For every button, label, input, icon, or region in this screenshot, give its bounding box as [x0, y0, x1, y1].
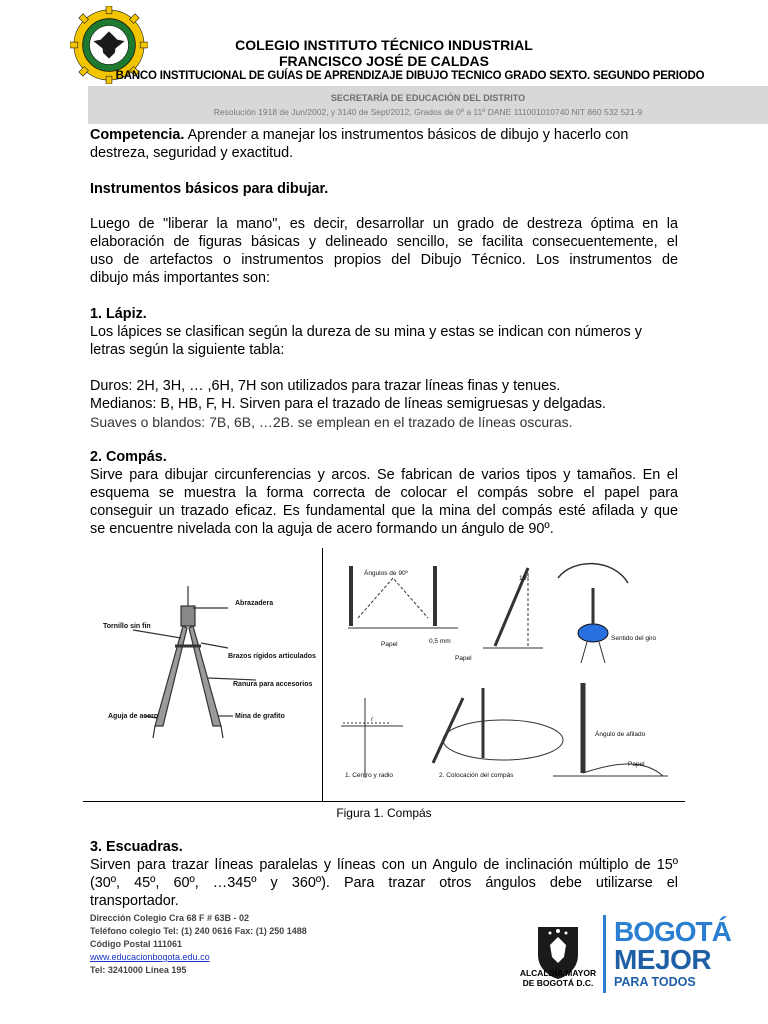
label-angulo-afilado: Ángulo de afilado — [595, 731, 646, 738]
label-abrazadera: Abrazadera — [235, 600, 274, 607]
label-ranura: Ranura para accesorios — [233, 681, 313, 688]
escuadras-line3: transportador. — [90, 893, 179, 909]
competencia-line1 — [90, 126, 678, 144]
label-papel-2: Papel — [455, 655, 472, 662]
lapiz-suaves: Suaves o blandos: 7B, 6B, …2B. se emplean en el trazado de líneas oscuras. — [90, 414, 573, 430]
brand-mejor: MEJOR — [614, 944, 712, 975]
brand-divider — [603, 915, 606, 993]
footer-tel: Tel: 3241000 Línea 195 — [90, 965, 187, 975]
label-brazos: Brazos rígidos articulados — [228, 653, 316, 660]
compas-line1: Sirve para dibujar circunferencias y arcos. Se fabrican de varios tipos y tamaños. En el — [90, 467, 678, 483]
lapiz-medianos: Medianos: B, HB, F, H. Sirven para el trazado de líneas semigruesas y delgadas. — [90, 396, 606, 412]
secretaria-label: SECRETARÍA DE EDUCACIÓN DEL DISTRITO — [330, 93, 526, 103]
footer-phone: Teléfono colegio Tel: (1) 240 0616 Fax: (1) 250 1488 — [90, 926, 307, 936]
competencia-line2: destreza, seguridad y exactitud. — [90, 145, 294, 161]
escuadras-heading: 3. Escuadras. — [90, 839, 183, 855]
label-r: r — [371, 716, 374, 723]
label-aguja: Aguja de acero — [108, 713, 159, 720]
competencia-text-a: Aprender a manejar los instrumentos básicos de dibujo y hacerlo con — [184, 127, 629, 143]
instrumentos-line3: uso de artefactos o instrumentos propios del Dibujo Técnico. Los instrumentos de — [90, 252, 678, 268]
lapiz-line1: Los lápices se clasifican según la dureza de su mina y estas se indican con números y — [90, 324, 642, 340]
label-angulos: Ángulos de 90º — [364, 570, 408, 577]
label-colocacion: 2. Colocación del compás — [439, 772, 514, 779]
brand-para-todos: PARA TODOS — [614, 975, 696, 989]
figure-bottom-rule — [83, 801, 685, 802]
label-papel-1: Papel — [381, 641, 398, 648]
label-sentido: Sentido del giro — [611, 635, 657, 642]
escuadras-line2: (30º, 45º, 60º, …345º y 360º). Para trazar otros ángulos debe utilizarse el — [90, 875, 678, 891]
lapiz-heading: 1. Lápiz. — [90, 306, 147, 322]
label-05mm: 0,5 mm — [429, 638, 451, 645]
lapiz-duros: Duros: 2H, 3H, … ,6H, 7H son utilizados para trazar líneas finas y tenues. — [90, 378, 561, 394]
alcaldia-line1: ALCALDÍA MAYOR — [519, 968, 597, 978]
alcaldia-label — [505, 968, 611, 988]
compas-heading: 2. Compás. — [90, 449, 167, 465]
compas-line4: se encuentre nivelada con la aguja de acero formando un ángulo de 90º. — [90, 521, 554, 537]
compass-usage-drawings — [341, 564, 668, 778]
label-papel-3: Papel — [628, 761, 645, 768]
compass-figure — [83, 548, 685, 801]
bogota-mejor-logo — [614, 916, 731, 990]
alcaldia-line2: DE BOGOTÁ D.C. — [522, 978, 594, 988]
footer-address: Dirección Colegio Cra 68 F # 63B - 02 — [90, 913, 250, 923]
guide-bank-title: BANCO INSTITUCIONAL DE GUÍAS DE APRENDIZAJE DIBUJO TECNICO GRADO SEXTO. SEGUNDO PERIODO — [115, 70, 705, 82]
instrumentos-line1: Luego de "liberar la mano", es decir, desarrollar un grado de destreza óptima en la — [90, 216, 678, 232]
instrumentos-heading: Instrumentos básicos para dibujar. — [90, 181, 329, 197]
compas-line2: esquema se muestra la forma correcta de colocar el compás sobre el papel para — [90, 485, 678, 501]
escuadras-line1: Sirven para trazar líneas paralelas y líneas con un Angulo de inclinación múltiplo de 15º — [90, 857, 678, 873]
compas-line3: conseguir un trazado eficaz. Es fundamental que la mina del compás esté afilada y que — [90, 503, 678, 519]
label-15: 15º — [519, 575, 529, 582]
resolution-text: Resolución 1918 de Jun/2002, y 3140 de Sept/2012, Grados de 0º a 11º DANE 111001010740 NIT 860 532 521-9 — [213, 107, 643, 117]
figure-caption: Figura 1. Compás — [336, 806, 432, 820]
footer-postal: Código Postal 111061 — [90, 939, 183, 949]
lapiz-line2: letras según la siguiente tabla: — [90, 342, 285, 358]
label-centro: 1. Centro y radio — [345, 772, 394, 779]
instrumentos-line4: dibujo más importantes son: — [90, 270, 270, 286]
competencia-label: Competencia. — [90, 127, 185, 143]
header-gray-band — [88, 86, 768, 124]
school-name-line1: COLEGIO INSTITUTO TÉCNICO INDUSTRIAL — [235, 37, 533, 53]
brand-bogota: BOGOTÁ — [614, 916, 731, 947]
label-tornillo: Tornillo sin fin — [103, 623, 151, 630]
school-name-line2: FRANCISCO JOSÉ DE CALDAS — [278, 53, 490, 69]
instrumentos-line2: elaboración de figuras básicas y delineado sencillo, se facilita consecuentemente, el — [90, 234, 678, 250]
footer-web-link[interactable]: www.educacionbogota.edu.co — [90, 952, 210, 962]
label-mina: Mina de grafito — [235, 713, 285, 720]
